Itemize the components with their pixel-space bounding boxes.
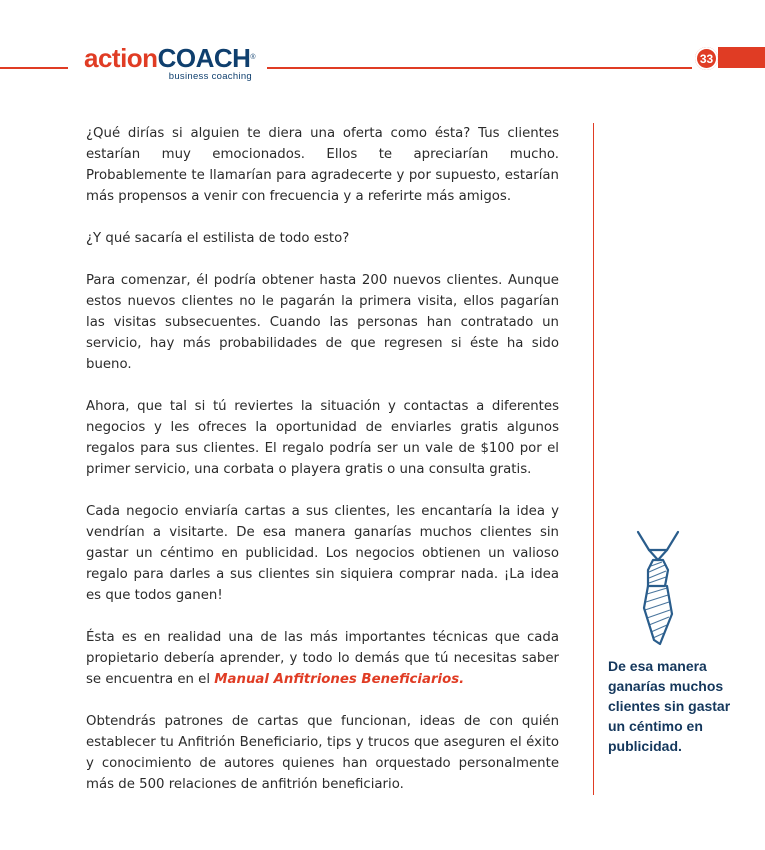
header-accent-block: [718, 47, 765, 68]
paragraph: Obtendrás patrones de cartas que funcionan, ideas de con quién establecer tu Anfitrión Beneficiario, tips y trucos que aseguren el éxito y conocimiento de autores quienes han orquestado personalmente más de 500 relaciones de anfitrión beneficiario.: [86, 714, 559, 792]
sidebar-divider: [593, 123, 594, 795]
main-text-column: [86, 123, 559, 795]
actioncoach-logo: [84, 44, 260, 84]
paragraph: [86, 627, 559, 690]
logo-wordmark: [84, 44, 260, 72]
logo-tagline: business coaching: [168, 71, 252, 82]
paragraph: Para comenzar, él podría obtener hasta 200 nuevos clientes. Aunque estos nuevos clientes no le pagarán la primera visita, ellos pagarían las visitas subsecuentes. Cuando las personas han contratado un servicio, hay más probabilidades de que regresen si éste ha sido bueno.: [86, 273, 559, 372]
logo-coach-text: COACH: [157, 43, 251, 73]
paragraph: ¿Y qué sacaría el estilista de todo esto?: [86, 231, 350, 246]
header-rule-right: [267, 67, 692, 69]
manual-title-highlight: Manual Anfitriones Beneficiarios.: [214, 672, 465, 687]
paragraph: Ahora, que tal si tú reviertes la situación y contactas a diferentes negocios y les ofreces la oportunidad de enviarles gratis algunos regalos para sus clientes. El regalo podría ser un vale de $100 por el primer servicio, una corbata o playera gratis o una consulta gratis.: [86, 399, 559, 477]
logo-action-text: action: [84, 43, 158, 73]
necktie-icon: [634, 528, 682, 648]
paragraph: ¿Qué dirías si alguien te diera una oferta como ésta? Tus clientes estarían muy emocionados. Ellos te apreciarían mucho. Probablemente te llamarían para agradecerte y por supuesto, estarían más propensos a venir con frecuencia y a referirte más amigos.: [86, 126, 559, 204]
paragraph: Cada negocio enviaría cartas a sus clientes, les encantaría la idea y vendrían a visitarte. De esa manera ganarías muchos clientes sin gastar un céntimo en publicidad. Los negocios obtienen un valioso regalo para darles a sus clientes sin siquiera comprar nada. ¡La idea es que todos ganen!: [86, 504, 559, 603]
paragraph-text: Ésta es en realidad una de las más importantes técnicas que cada propietario debería aprender, y todo lo demás que tú necesitas saber se encuentra en el: [86, 630, 559, 687]
page-number-badge: 33: [695, 47, 718, 70]
logo-registered-mark: ®: [250, 54, 256, 61]
sidebar-pull-quote: De esa manera ganarías muchos clientes sin gastar un céntimo en publicidad.: [608, 658, 731, 754]
header-rule-left: [0, 67, 68, 69]
